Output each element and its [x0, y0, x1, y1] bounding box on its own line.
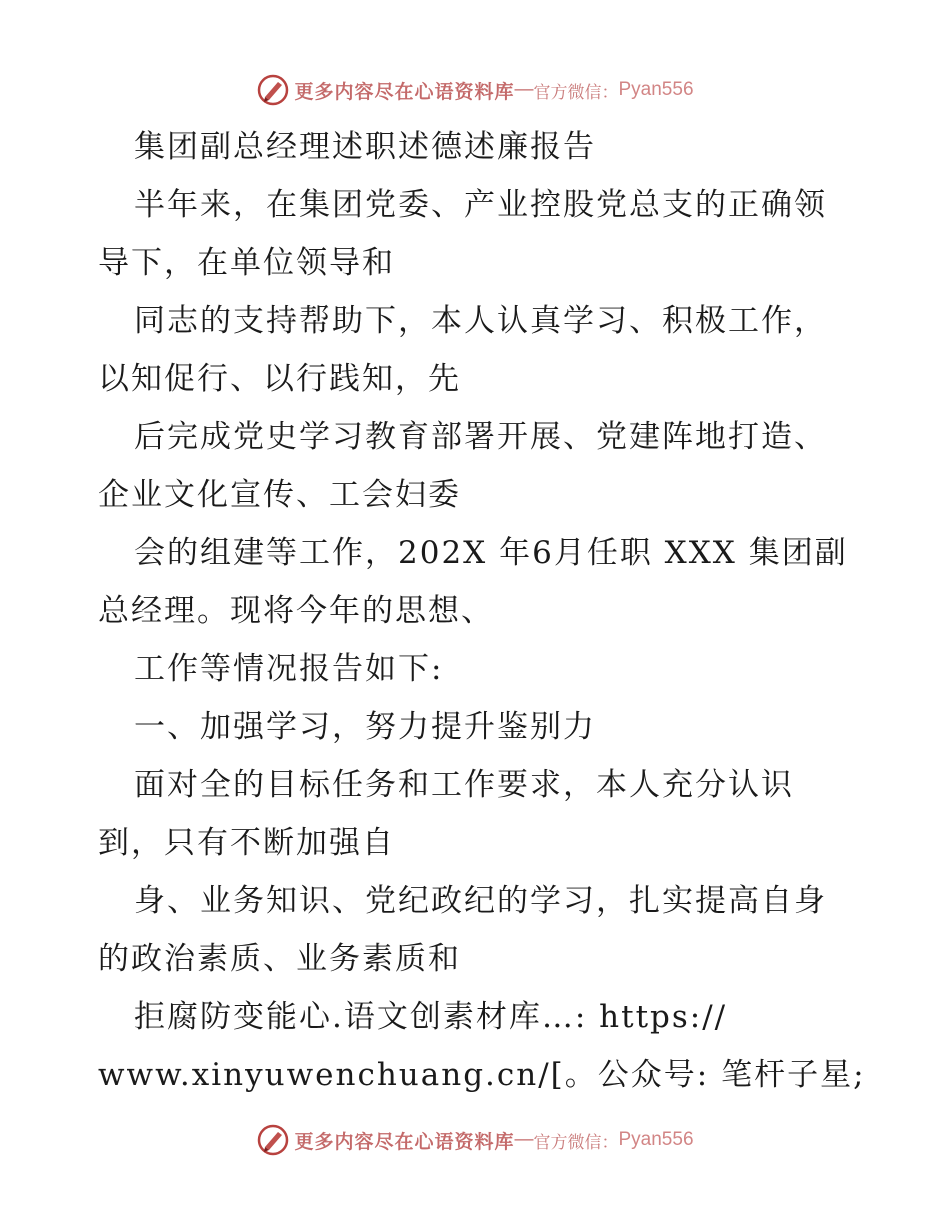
- banner-wechat-label: 官方微信：: [533, 1132, 619, 1153]
- document-body: [98, 118, 866, 1104]
- doc-line: 导下，在单位领导和: [98, 245, 395, 281]
- section-heading: 一、加强学习，努力提升鉴别力: [134, 709, 596, 745]
- banner-wechat-id: Pyan556: [618, 1129, 694, 1150]
- doc-line: 企业文化宣传、工会妇委: [98, 477, 461, 513]
- doc-line-url: www.xinyuwenchuang.cn/[。公众号: 笔杆子星;: [98, 1057, 866, 1093]
- doc-line: 身、业务知识、党纪政纪的学习，扎实提高自身: [134, 883, 827, 919]
- doc-line: 半年来，在集团党委、产业控股党总支的正确领: [134, 187, 827, 223]
- banner-wechat-label: 官方微信：: [533, 82, 619, 103]
- pen-logo-icon: [256, 73, 290, 107]
- doc-line: 总经理。现将今年的思想、: [98, 593, 494, 629]
- pen-logo-icon: [256, 1123, 290, 1157]
- banner-title: 更多内容尽在心语资料库: [294, 80, 515, 103]
- banner-wechat-id: Pyan556: [618, 79, 694, 100]
- doc-line: 同志的支持帮助下，本人认真学习、积极工作，: [134, 303, 827, 339]
- banner-dash: —: [514, 1129, 534, 1150]
- doc-line: 工作等情况报告如下:: [134, 651, 444, 687]
- doc-line: 会的组建等工作，202X 年6月任职 XXX 集团副: [134, 535, 848, 571]
- doc-line: 后完成党史学习教育部署开展、党建阵地打造、: [134, 419, 827, 455]
- banner-dash: —: [514, 79, 534, 100]
- doc-line: 到，只有不断加强自: [98, 825, 395, 861]
- doc-line: 以知促行、以行践知，先: [98, 361, 461, 397]
- doc-line: 面对全的目标任务和工作要求，本人充分认识: [134, 767, 794, 803]
- doc-line-url: 拒腐防变能心.语文创素材库…: https://: [134, 999, 728, 1035]
- doc-title: 集团副总经理述职述德述廉报告: [134, 129, 596, 165]
- header-watermark-banner: [0, 70, 950, 110]
- footer-watermark-banner: [0, 1120, 950, 1160]
- banner-title: 更多内容尽在心语资料库: [294, 1130, 515, 1153]
- doc-line: 的政治素质、业务素质和: [98, 941, 461, 977]
